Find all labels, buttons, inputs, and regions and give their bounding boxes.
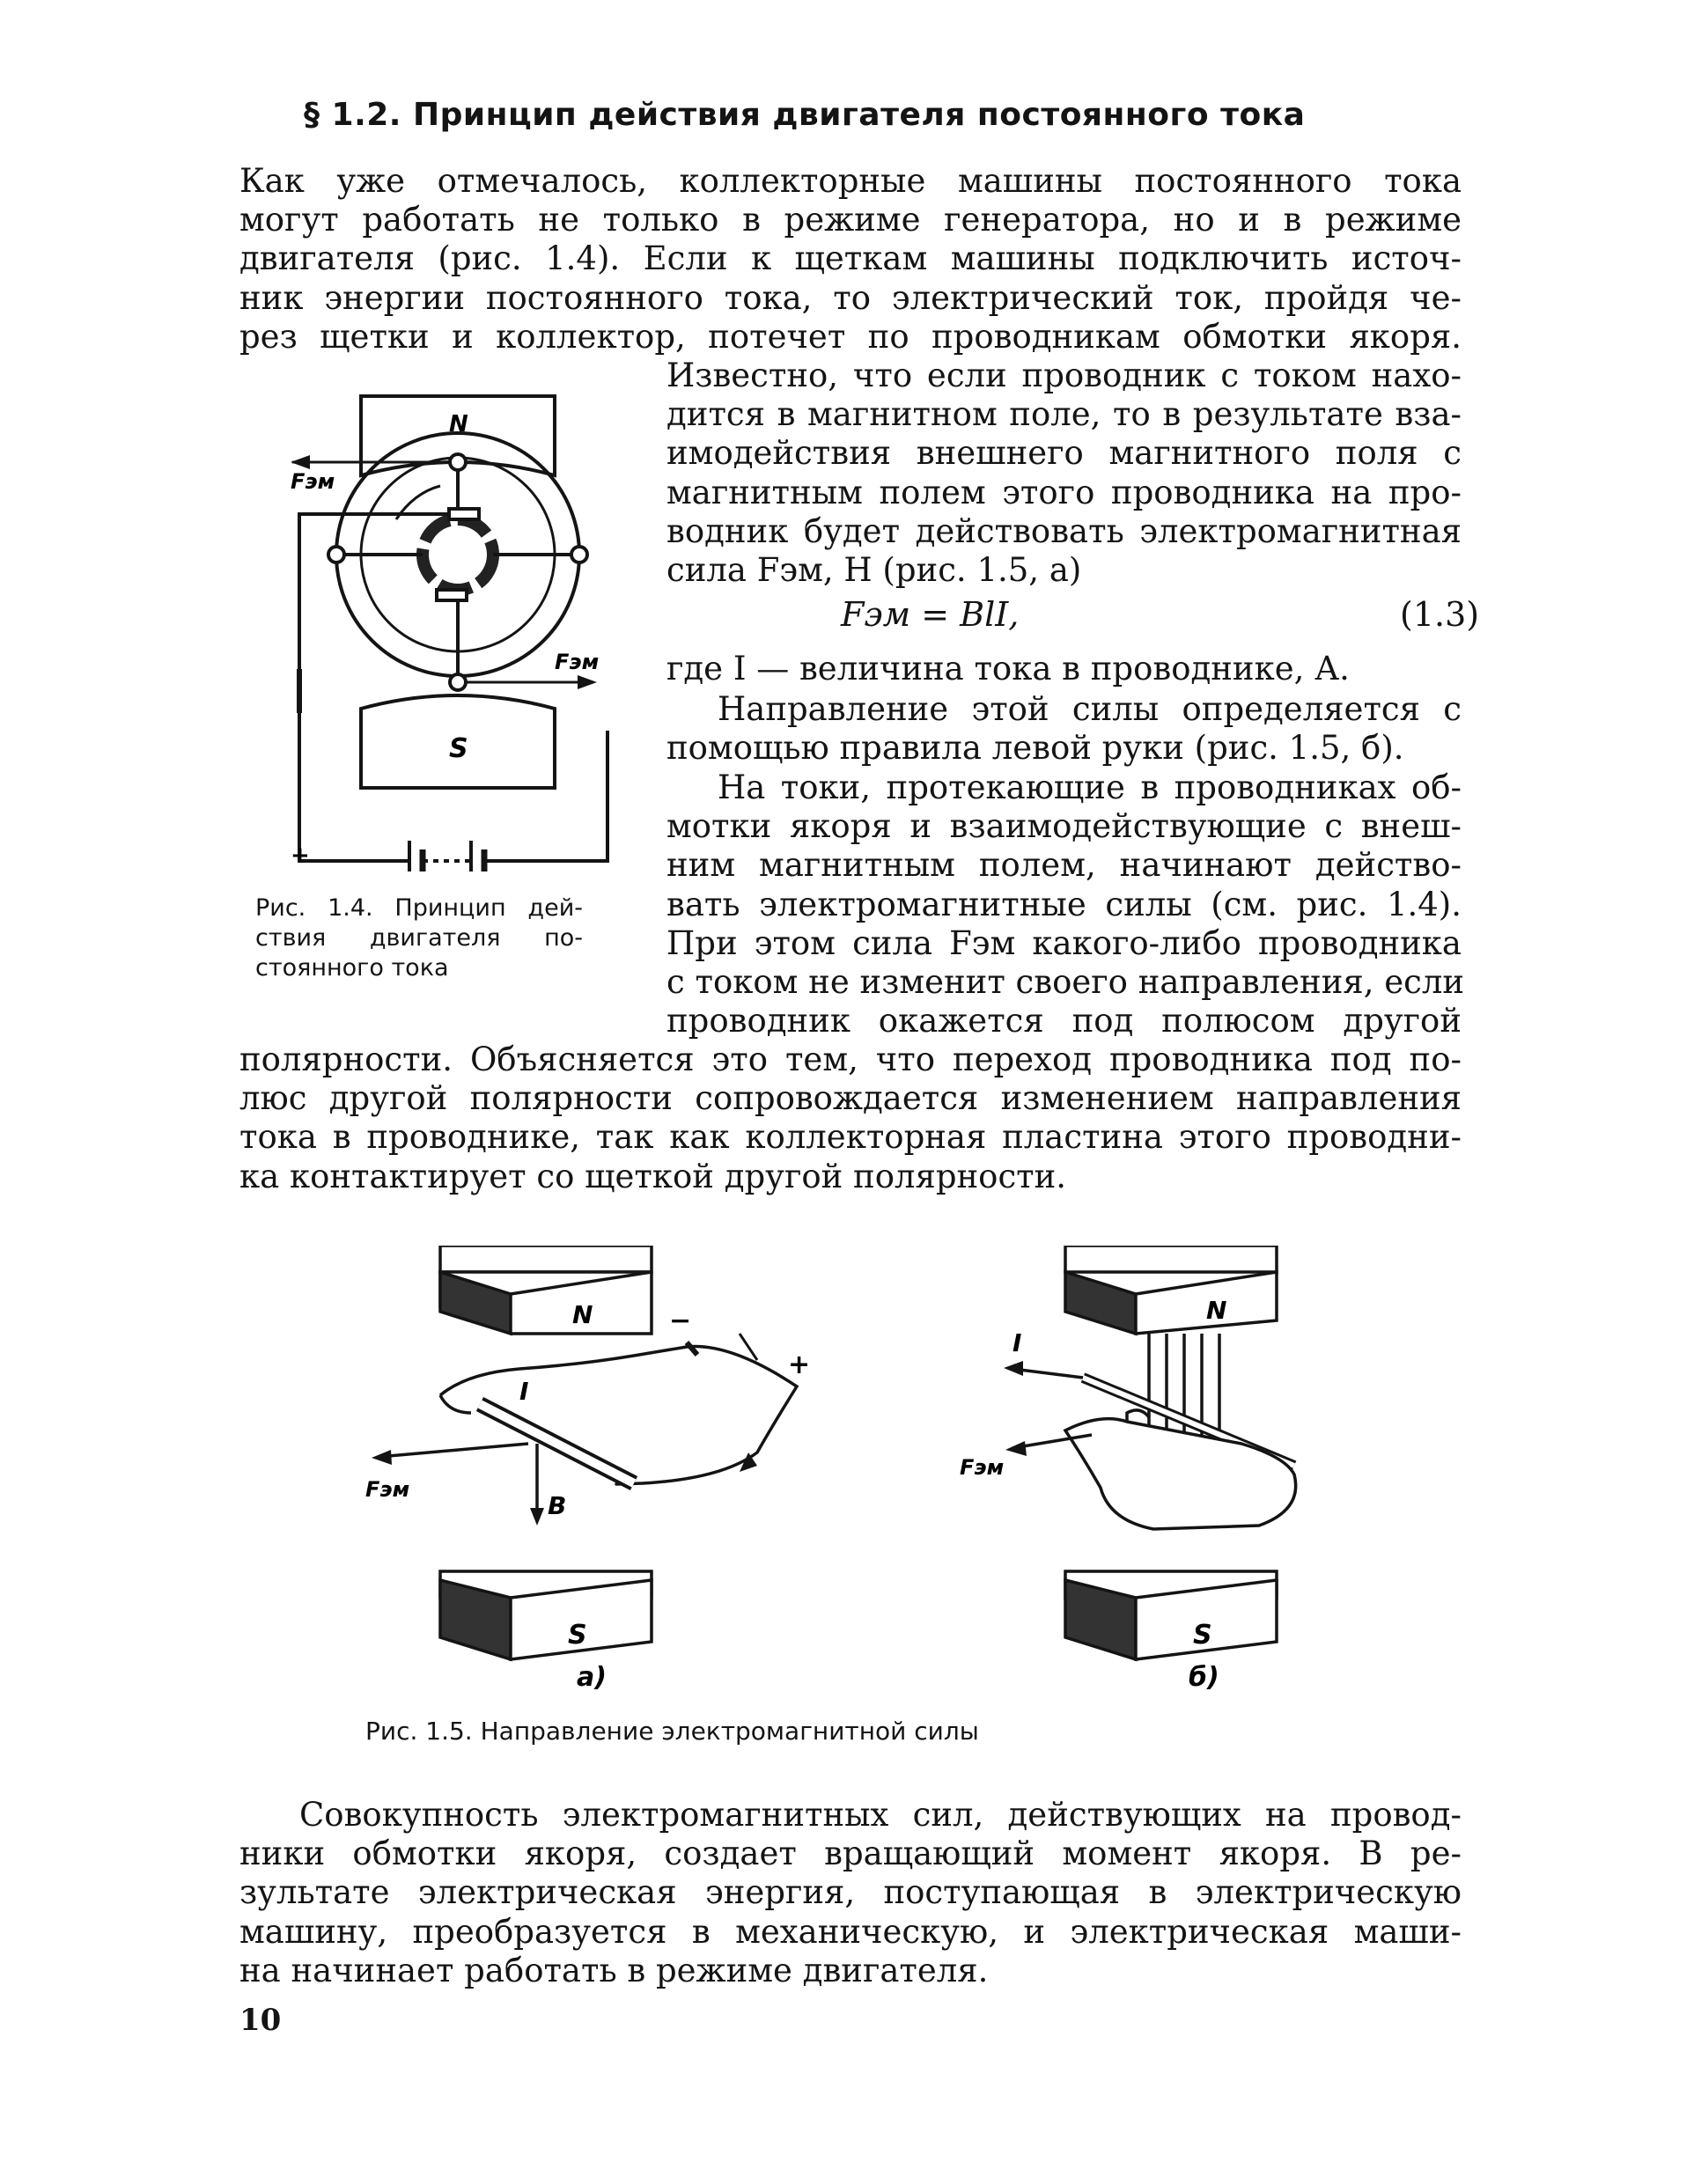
formula-number: (1.3) — [1400, 595, 1480, 634]
subfigure-label-b: б) — [1189, 1662, 1219, 1693]
south-label: S — [568, 1620, 587, 1651]
text-line: полярности. Объясняется это тем, что переход проводника под по- — [239, 1041, 1462, 1078]
page-number: 10 — [239, 2003, 282, 2038]
figure-1-4-caption — [255, 893, 583, 983]
figure-1-5a-conductor-in-field — [352, 1246, 845, 1695]
magnet-north-top — [440, 1246, 652, 1272]
conductor — [328, 547, 344, 563]
battery-cell — [687, 1342, 697, 1355]
text-line: ники обмотки якоря, создает вращающий момент якоря. В ре- — [239, 1835, 1462, 1873]
text-line: Известно, что если проводник с током нахо- — [666, 357, 1462, 394]
force-label: Fэм — [365, 1477, 410, 1502]
arrowhead — [291, 455, 310, 469]
text-line: При этом сила Fэм какого-либо проводника — [666, 923, 1462, 962]
text-line: помощью правила левой руки (рис. 1.5, б). — [666, 729, 1404, 768]
section-heading: § 1.2. Принцип действия двигателя постоянного тока — [304, 97, 1306, 133]
text-line: люс другой полярности сопровождается изменением направления — [239, 1079, 1462, 1118]
magnet-north-side — [1065, 1272, 1136, 1334]
north-label: N — [449, 411, 468, 438]
magnet-north-top — [1065, 1246, 1277, 1272]
paragraph-where — [666, 650, 1462, 688]
text-line: машину, преобразуется в механическую, и электрическая маши- — [239, 1912, 1462, 1951]
text-line: могут работать не только в режиме генератора, но и в режиме — [239, 201, 1462, 239]
text-line: на начинает работать в режиме двигателя. — [239, 1951, 989, 1989]
formula: Fэм = BlI, — [841, 595, 1020, 634]
arrowhead — [530, 1508, 544, 1526]
force-arrow — [379, 1444, 528, 1457]
conductor — [450, 454, 466, 470]
arrowhead — [1004, 1361, 1023, 1376]
paragraph-intro — [239, 162, 1462, 357]
text-line: рез щетки и коллектор, потечет по проводникам обмотки якоря. — [239, 317, 1462, 356]
conductor — [571, 547, 587, 563]
text-line: где I — величина тока в проводнике, А. — [666, 650, 1350, 688]
field-label: B — [548, 1491, 567, 1520]
text-line: ник энергии постоянного тока, то электрический ток, пройдя че- — [239, 278, 1462, 317]
south-label: S — [449, 733, 468, 764]
figure-1-5b-left-hand-rule — [951, 1246, 1321, 1695]
text-line: На токи, протекающие в проводниках об- — [718, 768, 1462, 806]
text-line: с током не изменит своего направления, если — [666, 963, 1465, 1002]
text-line: дится в магнитном поле, то в результате вза- — [666, 395, 1462, 434]
text-line: имодействия внешнего магнитного поля с — [666, 434, 1462, 473]
text-line: Как уже отмечалось, коллекторные машины постоянного тока — [239, 162, 1462, 200]
plus-label: + — [291, 842, 310, 869]
text-line: ним магнитным полем, начинают действо- — [666, 846, 1462, 885]
paragraph-left-hand-rule — [666, 690, 1462, 768]
text-line: мотки якоря и взаимодействующие с внеш- — [666, 807, 1462, 846]
brush — [437, 590, 467, 600]
text-line: ка контактирует со щеткой другой полярности. — [239, 1157, 1067, 1195]
caption-line: стоянного тока — [255, 954, 449, 982]
plus-label: + — [788, 1349, 811, 1380]
arrowhead — [372, 1450, 392, 1465]
text-line: водник будет действовать электромагнитная — [666, 511, 1462, 550]
text-line: вать электромагнитные силы (см. рис. 1.4). — [666, 885, 1462, 923]
force-label: Fэм — [960, 1455, 1005, 1480]
paragraph-torque — [239, 1796, 1462, 1990]
text-line: Совокупность электромагнитных сил, действующих на провод- — [299, 1796, 1462, 1834]
arrowhead — [1005, 1441, 1027, 1456]
text-line: Направление этой силы определяется с — [718, 690, 1462, 728]
text-line: двигателя (рис. 1.4). Если к щеткам машины подключить источ- — [239, 239, 1462, 278]
force-label-top: Fэм — [291, 469, 335, 494]
arrowhead — [578, 675, 597, 689]
south-label: S — [1193, 1620, 1212, 1651]
text-line: зультате электрическая энергия, поступающая в электрическую — [239, 1873, 1462, 1912]
paragraph-force — [666, 357, 1462, 590]
figure-1-4-motor-diagram — [264, 379, 634, 871]
text-line: проводник окажется под полюсом другой — [666, 1002, 1462, 1041]
text-line: сила Fэм, Н (рис. 1.5, а) — [666, 551, 1082, 590]
caption-line: Рис. 1.4. Принцип дей- — [255, 894, 583, 922]
paragraph-currents-cont — [239, 1041, 1462, 1196]
text-line: тока в проводнике, так как коллекторная пластина этого проводни- — [239, 1118, 1462, 1157]
current-label: I — [519, 1377, 529, 1406]
brush — [449, 509, 479, 519]
north-label: N — [1206, 1296, 1227, 1325]
force-label-right: Fэм — [555, 650, 600, 674]
subfigure-label-a: а) — [577, 1662, 607, 1693]
conductor — [450, 674, 466, 690]
commutator — [423, 519, 493, 590]
figure-1-5-caption: Рис. 1.5. Направление электромагнитной силы — [365, 1717, 979, 1746]
left-hand — [1065, 1419, 1296, 1529]
north-label: N — [572, 1300, 593, 1329]
text-line: магнитным полем этого проводника на про- — [666, 473, 1462, 511]
paragraph-currents — [666, 768, 1465, 1041]
current-label: I — [1012, 1328, 1022, 1357]
caption-line: ствия двигателя по- — [255, 924, 583, 952]
minus-label: − — [669, 1305, 692, 1336]
